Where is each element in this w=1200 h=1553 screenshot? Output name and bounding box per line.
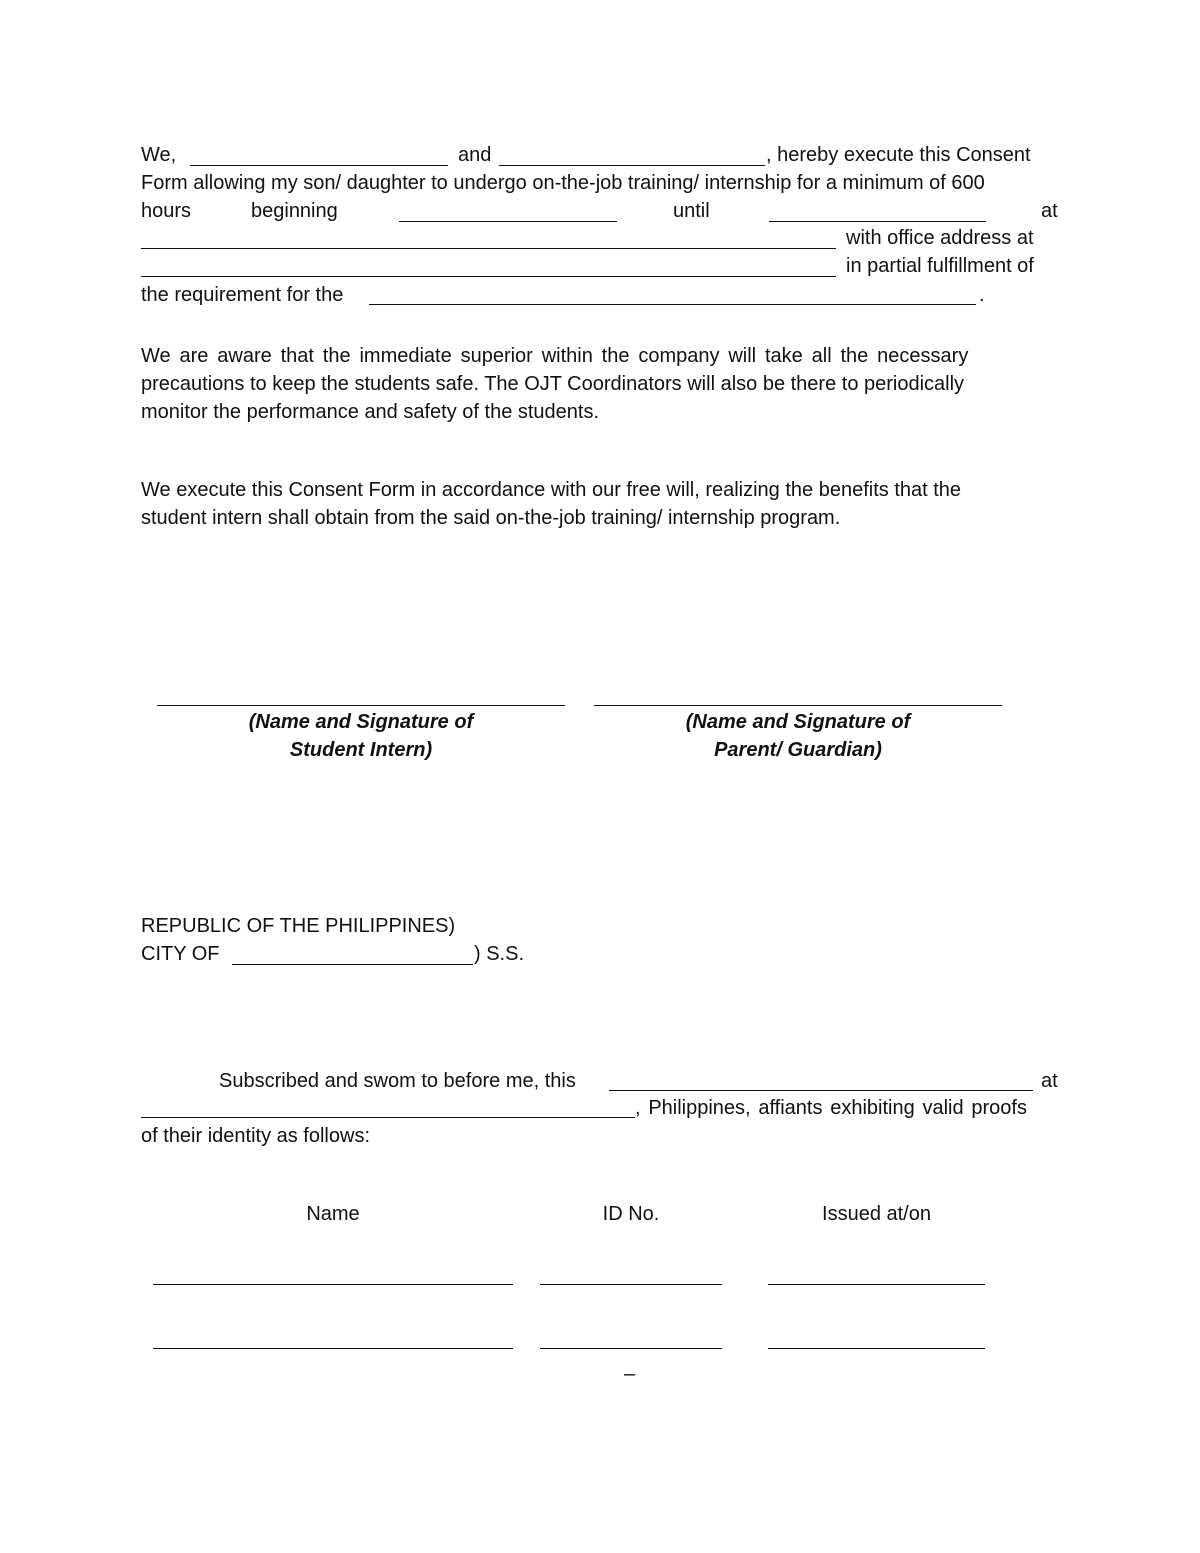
page-mark: –: [624, 1363, 636, 1385]
parent-signature-line[interactable]: [594, 705, 1002, 706]
consent-and: and: [458, 144, 492, 166]
execute-line2: student intern shall obtain from the said on-the-job training/ internship program.: [141, 507, 841, 529]
parent-name-blank-1[interactable]: [190, 165, 448, 166]
jurat-ss: ) S.S.: [474, 943, 525, 965]
end-date-blank[interactable]: [769, 221, 986, 222]
consent-hereby: , hereby execute this Consent: [766, 144, 1031, 166]
place-sworn-blank[interactable]: [141, 1117, 635, 1118]
aware-line2: precautions to keep the students safe. The OJT Coordinators will also be there to periodically: [141, 373, 965, 395]
column-header-issued: Issued at/on: [822, 1203, 931, 1225]
aware-line3: monitor the performance and safety of the students.: [141, 401, 600, 423]
student-signature-caption-1: (Name and Signature of: [248, 711, 474, 733]
parent-signature-caption-1: (Name and Signature of: [685, 711, 911, 733]
row1-name-blank[interactable]: [153, 1284, 513, 1285]
parent-name-blank-2[interactable]: [499, 165, 765, 166]
date-sworn-blank[interactable]: [609, 1090, 1033, 1091]
row1-issued-blank[interactable]: [768, 1284, 985, 1285]
consent-line2: Form allowing my son/ daughter to undergo on-the-job training/ internship for a minimum of 600: [141, 172, 985, 194]
parent-signature-caption-2: Parent/ Guardian): [714, 739, 882, 761]
jurat-republic: REPUBLIC OF THE PHILIPPINES): [141, 915, 456, 937]
jurat-at: at: [1041, 1070, 1058, 1092]
start-date-blank[interactable]: [399, 221, 617, 222]
student-signature-line[interactable]: [157, 705, 565, 706]
jurat-philippines: , Philippines, affiants exhibiting valid proofs: [635, 1097, 1027, 1119]
column-header-id-no: ID No.: [602, 1203, 660, 1225]
company-name-blank[interactable]: [141, 248, 836, 249]
office-address-blank[interactable]: [141, 276, 836, 277]
consent-until: until: [673, 200, 710, 222]
row2-issued-blank[interactable]: [768, 1348, 985, 1349]
jurat-city: CITY OF: [141, 943, 220, 965]
column-header-name: Name: [306, 1203, 360, 1225]
consent-with-office: with office address at: [846, 227, 1034, 249]
consent-hours: hours: [141, 200, 192, 222]
jurat-subscribed: Subscribed and swom to before me, this: [219, 1070, 576, 1092]
consent-beginning: beginning: [251, 200, 338, 222]
aware-line1: We are aware that the immediate superior within the company will take all the necessary: [141, 345, 969, 367]
consent-period: .: [979, 284, 985, 306]
consent-at: at: [1041, 200, 1058, 222]
course-blank[interactable]: [369, 304, 976, 305]
row2-id-blank[interactable]: [540, 1348, 722, 1349]
consent-we: We,: [141, 144, 177, 166]
jurat-identity: of their identity as follows:: [141, 1125, 370, 1147]
row2-name-blank[interactable]: [153, 1348, 513, 1349]
consent-partial: in partial fulfillment of: [846, 255, 1034, 277]
student-signature-caption-2: Student Intern): [289, 739, 433, 761]
city-blank[interactable]: [232, 964, 473, 965]
row1-id-blank[interactable]: [540, 1284, 722, 1285]
consent-requirement: the requirement for the: [141, 284, 344, 306]
execute-line1: We execute this Consent Form in accordance with our free will, realizing the benefits that the: [141, 479, 962, 501]
